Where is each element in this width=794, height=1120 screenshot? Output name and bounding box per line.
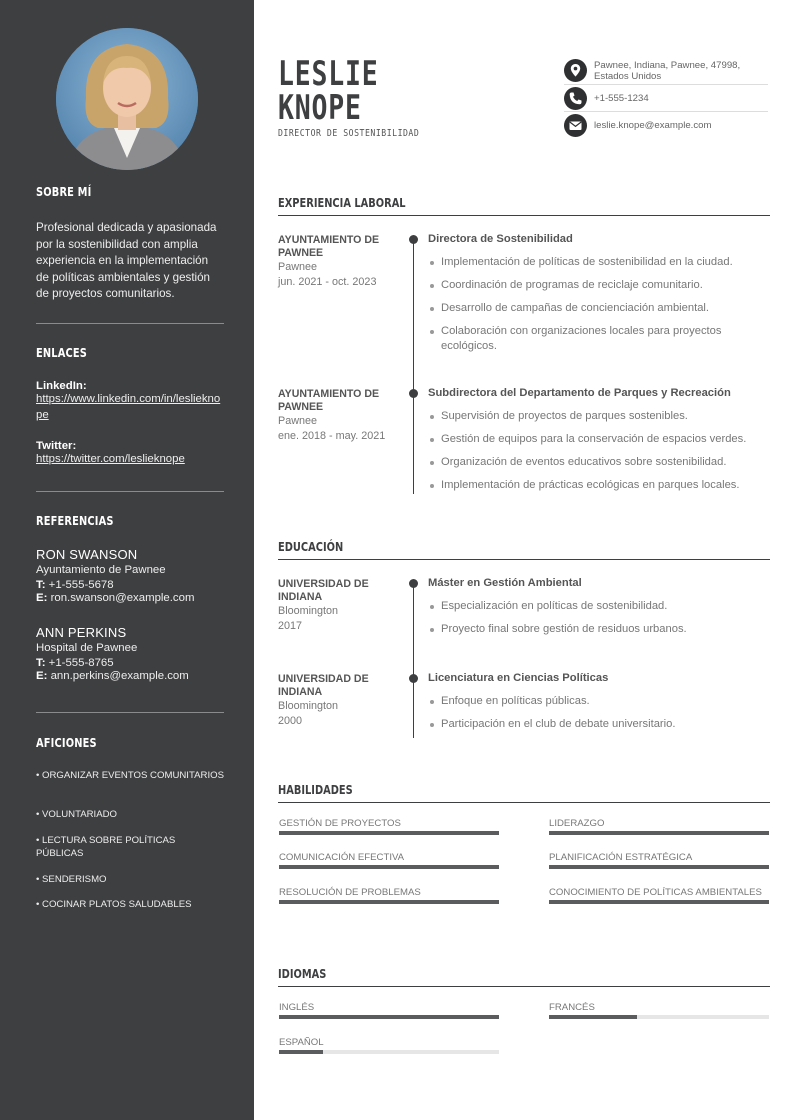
skill-bar — [549, 865, 769, 869]
language-item — [279, 1037, 499, 1048]
reference-phone: +1-555-5678 — [48, 579, 114, 591]
entry-location: Pawnee — [278, 415, 318, 427]
language-bar — [549, 1015, 769, 1019]
bullet-item: Colaboración con organizaciones locales para proyectos ecológicos. — [428, 324, 738, 354]
timeline-line — [413, 239, 414, 494]
profile-photo — [56, 28, 198, 170]
bullet-item: Supervisión de proyectos de parques sostenibles. — [428, 409, 768, 424]
skill-bar-fill — [549, 900, 769, 904]
bullet-item: Enfoque en políticas públicas. — [428, 694, 768, 709]
about-text: Profesional dedicada y apasionada por la sostenibilidad con amplia experiencia en la implementación de políticas ambientales y gestión de proyectos comunitarios. — [36, 221, 217, 300]
twitter-link[interactable]: https://twitter.com/leslieknope — [36, 453, 185, 465]
section-rule — [278, 559, 770, 560]
hobby-item: • LECTURA SOBRE POLÍTICAS PÚBLICAS — [36, 835, 176, 859]
divider — [36, 712, 224, 713]
reference-email: ann.perkins@example.com — [50, 670, 189, 682]
skill-bar — [279, 900, 499, 904]
languages-heading: IDIOMAS — [278, 967, 327, 981]
school-name: UNIVERSIDAD DE INDIANA — [278, 578, 369, 603]
link-linkedin — [36, 380, 224, 423]
entry-location: Bloomington — [278, 700, 339, 712]
email-label: E: — [36, 592, 48, 604]
timeline-dot — [409, 674, 418, 683]
skill-bar-fill — [549, 865, 769, 869]
timeline-dot — [409, 389, 418, 398]
reference-name: ANN PERKINS — [36, 625, 127, 640]
reference-email: ron.swanson@example.com — [50, 592, 195, 604]
section-rule — [278, 215, 770, 216]
skill-item — [279, 887, 499, 898]
skill-bar — [549, 900, 769, 904]
link-label: LinkedIn: — [36, 380, 87, 392]
skill-item — [549, 887, 769, 898]
language-bar — [279, 1015, 499, 1019]
skill-bar — [549, 831, 769, 835]
language-bar-fill — [549, 1015, 637, 1019]
skill-bar — [279, 865, 499, 869]
reference-org: Hospital de Pawnee — [36, 642, 138, 654]
skill-name: CONOCIMIENTO DE POLÍTICAS AMBIENTALES — [549, 887, 762, 898]
hobby-item: • ORGANIZAR EVENTOS COMUNITARIOS — [36, 770, 224, 781]
education-entry-details — [428, 672, 768, 732]
skill-bar — [279, 831, 499, 835]
role-title: Subdirectora del Departamento de Parques y Recreación — [428, 387, 731, 399]
education-heading: EDUCACIÓN — [278, 540, 344, 554]
experience-entry-details — [428, 387, 768, 493]
bullet-item: Coordinación de programas de reciclaje comunitario. — [428, 278, 768, 293]
hobbies-heading: AFICIONES — [36, 736, 97, 750]
last-name: KNOPE — [278, 88, 362, 128]
experience-heading: EXPERIENCIA LABORAL — [278, 196, 406, 210]
email-text[interactable]: leslie.knope@example.com — [594, 120, 712, 131]
skill-name: PLANIFICACIÓN ESTRATÉGICA — [549, 852, 693, 863]
section-rule — [278, 802, 770, 803]
phone-icon — [564, 87, 587, 110]
language-bar — [279, 1050, 499, 1054]
timeline-line — [413, 583, 414, 738]
skill-item — [549, 852, 769, 863]
timeline-dot — [409, 235, 418, 244]
education-entry-meta — [278, 673, 398, 728]
bullet-item: Gestión de equipos para la conservación de espacios verdes. — [428, 432, 768, 447]
linkedin-link[interactable]: https://www.linkedin.com/in/leslieknope — [36, 393, 221, 421]
bullet-item: Participación en el club de debate universitario. — [428, 717, 768, 732]
language-name: INGLÉS — [279, 1002, 315, 1013]
experience-entry-meta — [278, 234, 398, 289]
hobby-item: • COCINAR PLATOS SALUDABLES — [36, 899, 192, 910]
divider — [564, 84, 768, 85]
bullet-item: Especialización en políticas de sostenibilidad. — [428, 599, 768, 614]
degree-title: Licenciatura en Ciencias Políticas — [428, 672, 609, 684]
divider — [36, 491, 224, 492]
employer-name: AYUNTAMIENTO DE PAWNEE — [278, 234, 380, 259]
education-entry-details — [428, 577, 768, 637]
experience-entry-meta — [278, 388, 398, 443]
first-name: LESLIE — [278, 54, 379, 94]
experience-entry-details — [428, 233, 768, 354]
bullet-item: Proyecto final sobre gestión de residuos urbanos. — [428, 622, 768, 637]
entry-location: Pawnee — [278, 261, 318, 273]
bullet-item: Desarrollo de campañas de concienciación ambiental. — [428, 301, 768, 316]
links-heading: ENLACES — [36, 346, 88, 360]
bullet-item: Implementación de prácticas ecológicas en parques locales. — [428, 478, 768, 493]
language-item — [279, 1002, 499, 1013]
email-label: E: — [36, 670, 48, 682]
phone-label: T: — [36, 579, 46, 591]
language-item — [549, 1002, 769, 1013]
language-bar-fill — [279, 1015, 499, 1019]
language-name: ESPAÑOL — [279, 1037, 324, 1048]
skills-heading: HABILIDADES — [278, 783, 353, 797]
hobby-item: • SENDERISMO — [36, 874, 107, 885]
phone-text: +1-555-1234 — [594, 93, 649, 104]
entry-dates: 2017 — [278, 619, 303, 632]
language-name: FRANCÉS — [549, 1002, 595, 1013]
role-title: Directora de Sostenibilidad — [428, 233, 573, 245]
skill-name: GESTIÓN DE PROYECTOS — [279, 818, 401, 829]
skill-item — [279, 852, 499, 863]
reference-name: RON SWANSON — [36, 547, 138, 562]
employer-name: AYUNTAMIENTO DE PAWNEE — [278, 388, 380, 413]
skill-name: RESOLUCIÓN DE PROBLEMAS — [279, 887, 421, 898]
location-pin-icon — [564, 59, 587, 82]
skill-item — [279, 818, 499, 829]
skill-bar-fill — [549, 831, 769, 835]
references-heading: REFERENCIAS — [36, 514, 114, 528]
degree-title: Máster en Gestión Ambiental — [428, 577, 582, 589]
link-twitter — [36, 440, 224, 468]
timeline-dot — [409, 579, 418, 588]
reference-org: Ayuntamiento de Pawnee — [36, 564, 166, 576]
bullet-item: Implementación de políticas de sostenibilidad en la ciudad. — [428, 255, 768, 270]
skill-name: LIDERAZGO — [549, 818, 605, 829]
sidebar — [0, 0, 254, 1120]
reference-item — [36, 547, 224, 604]
skill-bar-fill — [279, 831, 499, 835]
reference-phone: +1-555-8765 — [48, 657, 114, 669]
skill-bar-fill — [279, 900, 499, 904]
entry-dates: ene. 2018 - may. 2021 — [278, 429, 386, 442]
divider — [36, 323, 224, 324]
link-label: Twitter: — [36, 440, 77, 452]
language-bar-fill — [279, 1050, 323, 1054]
envelope-icon — [564, 114, 587, 137]
job-title: DIRECTOR DE SOSTENIBILIDAD — [278, 128, 420, 139]
address-line: Pawnee, Indiana, Pawnee, 47998, — [594, 60, 741, 71]
section-rule — [278, 986, 770, 987]
school-name: UNIVERSIDAD DE INDIANA — [278, 673, 369, 698]
education-entry-meta — [278, 578, 398, 633]
skill-item — [549, 818, 769, 829]
reference-item — [36, 625, 224, 682]
divider — [564, 111, 768, 112]
address-line: Estados Unidos — [594, 71, 662, 82]
about-heading: SOBRE MÍ — [36, 185, 92, 199]
hobby-item: • VOLUNTARIADO — [36, 809, 118, 820]
phone-label: T: — [36, 657, 46, 669]
entry-location: Bloomington — [278, 605, 339, 617]
entry-dates: 2000 — [278, 714, 303, 727]
skill-name: COMUNICACIÓN EFECTIVA — [279, 852, 405, 863]
skill-bar-fill — [279, 865, 499, 869]
bullet-item: Organización de eventos educativos sobre sostenibilidad. — [428, 455, 768, 470]
entry-dates: jun. 2021 - oct. 2023 — [278, 275, 377, 288]
